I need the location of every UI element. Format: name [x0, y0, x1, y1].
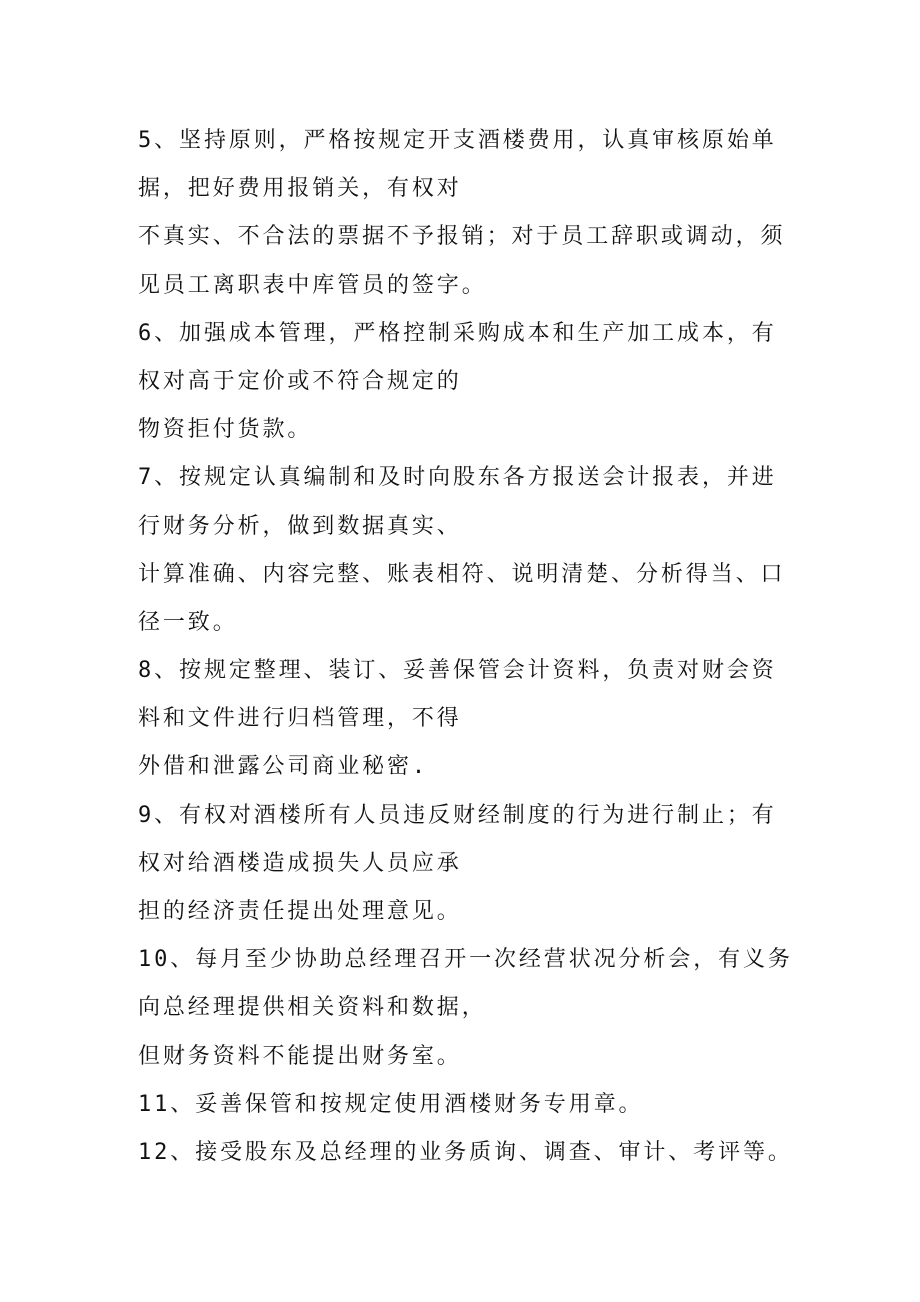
text-line: 向总经理提供相关资料和数据， [138, 995, 487, 1021]
text-line: 5、坚持原则，严格按规定开支酒楼费用，认真审核原始单 [138, 128, 777, 153]
text-line: 计算准确、内容完整、账表相符、说明清楚、分析得当、口 [138, 561, 786, 587]
text-line: 担的经济责任提出处理意见。 [138, 899, 462, 924]
text-line: 8、按规定整理、装订、妥善保管会计资料，负责对财会资 [138, 658, 777, 684]
text-line: 9、有权对酒楼所有人员违反财经制度的行为进行制止；有 [138, 802, 777, 828]
text-line: 6、加强成本管理，严格控制采购成本和生产加工成本，有 [138, 320, 777, 346]
text-line: 权对给酒楼造成损失人员应承 [138, 850, 462, 876]
text-line: 料和文件进行归档管理，不得 [138, 706, 462, 732]
text-line: 不真实、不合法的票据不予报销；对于员工辞职或调动，须 [138, 224, 786, 250]
text-line: 11、妥善保管和按规定使用酒楼财务专用章。 [138, 1091, 644, 1117]
text-line: 径一致。 [138, 609, 238, 635]
text-line: 权对高于定价或不符合规定的 [138, 368, 462, 394]
text-line: 物资拒付货款。 [138, 417, 313, 443]
text-line: 10、每月至少协助总经理召开一次经营状况分析会，有义务 [138, 947, 793, 973]
text-line: 但财务资料不能提出财务室。 [138, 1043, 462, 1069]
document-body [138, 117, 858, 1177]
text-line: 据，把好费用报销关，有权对 [138, 176, 462, 202]
text-line: 外借和泄露公司商业秘密. [138, 754, 429, 780]
text-line: 行财务分析，做到数据真实、 [138, 513, 462, 539]
text-line: 7、按规定认真编制和及时向股东各方报送会计报表，并进 [138, 465, 777, 491]
text-line: 12、接受股东及总经理的业务质询、调查、审计、考评等。 [138, 1139, 793, 1165]
text-line: 见员工离职表中库管员的签字。 [138, 272, 487, 298]
